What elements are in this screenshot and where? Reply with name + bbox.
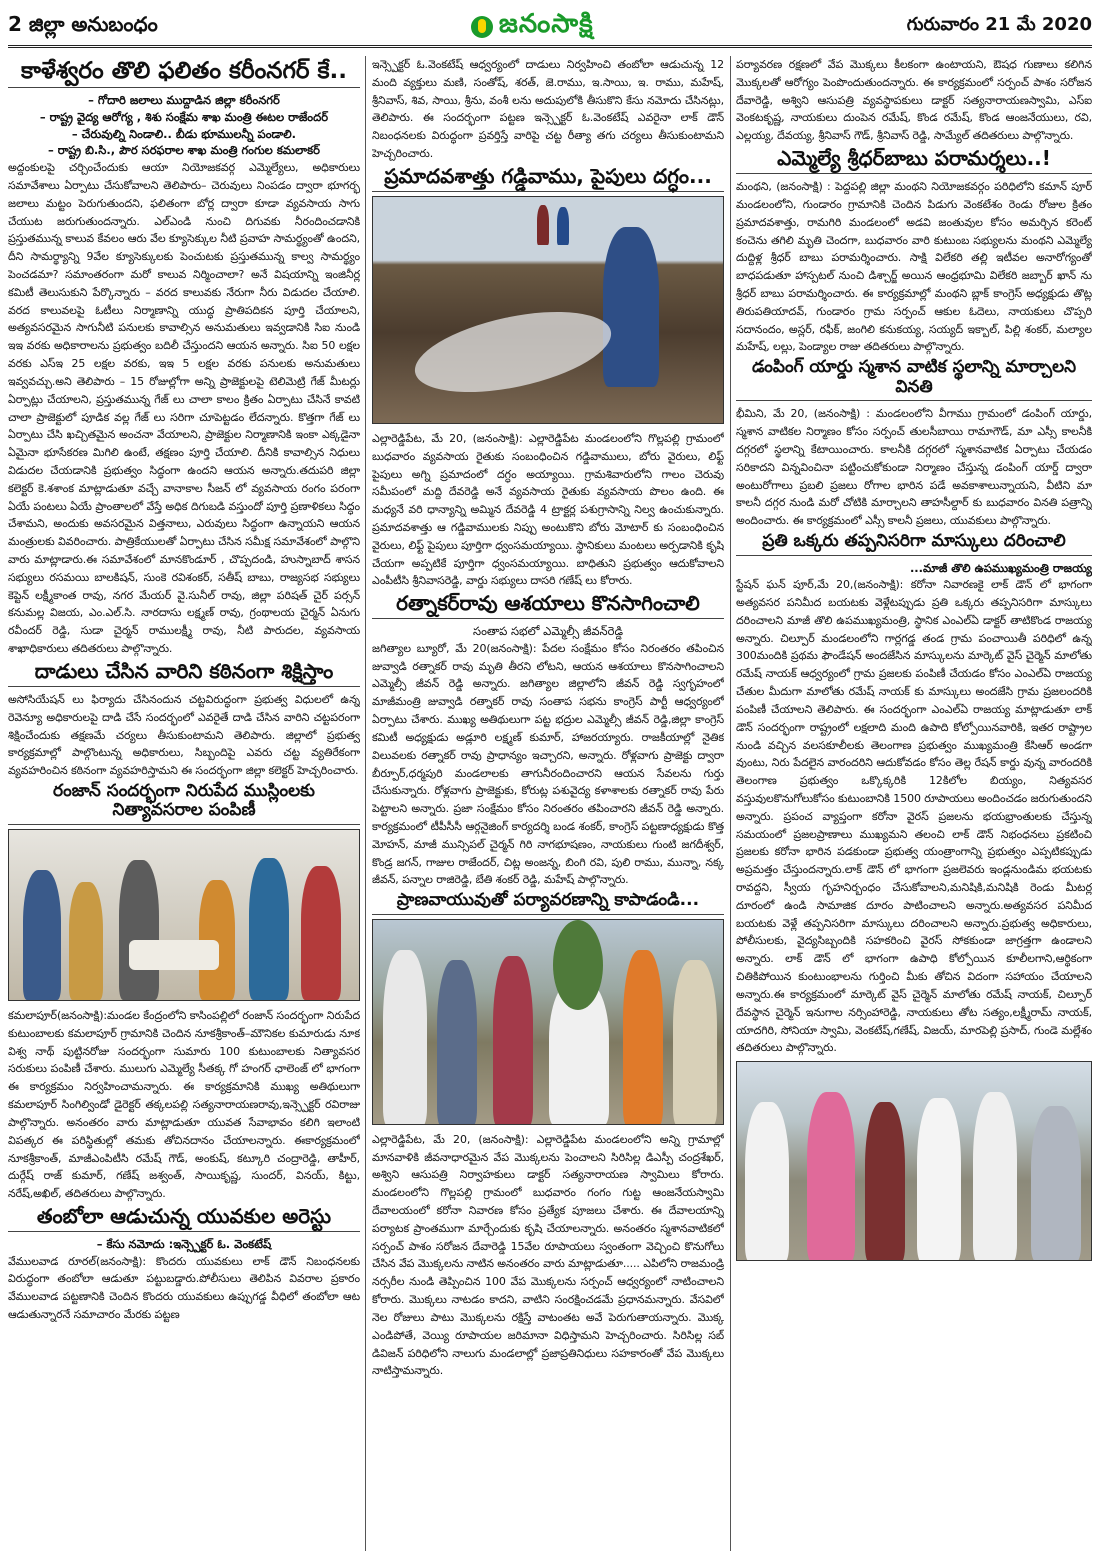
headline-kaleshwaram: కాళేశ్వరం తొలి ఫలితం కరీంనగర్ కే.. bbox=[8, 58, 360, 88]
news-photo-fire bbox=[372, 196, 724, 424]
headline-ramzan: రంజాన్ సందర్భంగా నిరుపేద ముస్లింలకు నిత్యావసరాల పంపిణీ bbox=[8, 782, 360, 825]
article-body: ఎల్లారెడ్డిపేట, మే 20, (జనంసాక్షి): ఎల్లారెడ్డిపేట మండలంలోని గొల్లపల్లి గ్రామంలో బుధవారం వ్యవసాయ రైతుకు సంబంధించిన గడ్డివాములు, బోరు వైరులు, లిఫ్ట్ పైపులు అగ్ని ప్రమాదంలో దగ్ధం అయ్యాయి. గ్రామశివారులోని గాలం చెరువు సమీపంలో మద్ది దేవరెడ్డి అనే వ్యవసాయ రైతుకు వ్యవసాయ పొలం ఉంది. ఈ మధ్యనే వరి ధాన్యాన్ని అమ్మిన దేవరెడ్డి 4 ట్రాక్టర్ల పశుగ్రాసాన్ని నిల్వ ఉంచుకున్నారు. ప్రమాదవశాత్తు ఆ గడ్డివాములకు నిప్పు అంటుకొని బోరు మోటార్ కు సంబంధించిన వైరులు, లిఫ్ట్ పైపులు పూర్తిగా ధ్వంసమయ్యాయి. స్థానికులు మంటలు అర్పడానికి కృషి చేయగా అప్పటికే పూర్తిగా ధ్వంసమయ్యాయి. బాధితుని ప్రభుత్వం ఆదుకోవాలని ఎంపీటీసి శ్రీనివాసరెడ్డి, వార్డు సభ్యులు దాసరి గణేష్ లు కోరారు. bbox=[372, 431, 724, 588]
subheading: – చేరువుల్ని నిండాలి.. బీడు భూములన్నీ పండాలి. bbox=[71, 126, 297, 141]
column-1 bbox=[8, 56, 360, 1551]
page-label: 2 జిల్లా అనుబంధం bbox=[8, 12, 158, 36]
article-body: ఎల్లారెడ్డిపేట, మే 20, (జనంసాక్షి): ఎల్లారెడ్డిపేట మండలంలోని అన్ని గ్రామాల్లో మానవాళికి జీవనాధారమైన వేప మొక్కలను పెంచాలని సిరిసిల్ల డిఎస్పీ చంద్రశేఖర్, అశ్విని ఆసుపత్రి నిర్వాహకులు డాక్టర్ సత్యనారాయణ స్వామిలు కోరారు. మండలంలోని గొల్లపల్లి గ్రామంలో బుధవారం గంగం గుట్ట ఆంజనేయస్వామి దేవాలయంలో కరోనా నివారణ కోసం ప్రత్యేక పూజలు చేశారు. ఈ దేవాలయాన్ని పర్యాటక ప్రాంతముగా మార్చేందుకు కృషి చేయాలన్నారు. అనంతరం స్మశానవాటికలో సర్పంచ్ పాశం సరోజన దేవారెడ్డి 15వేల రూపాయలు స్వంతంగా వెచ్చించి కొనుగోలు చేసిన వేప మొక్కలను నాటిన అనంతరం వారు మాట్లాడుతూ..... ఎపిలోని రాజమండ్రి నర్సరీల నుండి తెప్పించిన 100 వేప మొక్కలను సర్పంచ్ ఆధ్వర్యంలో నాటించాలని కోరారు. మొక్కలు నాటడం కాదని, వాటిని సంరక్షించడమే ప్రధానమన్నారు. వేసవిలో నెల రోజులు పాటు మొక్కలను రక్షిస్తే వాటంతట అవే పెరుగుతాయన్నారు. మొక్క ఎండిపోతే, వెయ్యి రూపాయల జరిమానా విధిస్తామని హెచ్చరించారు. సిరిసిల్ల సబ్ డివిజన్ పరిధిలోని నాలుగు మండలాల్లో ప్రజాప్రతినిధులు సహకారంతో వేప మొక్కలు నాటిస్తామన్నారు. bbox=[372, 1132, 724, 1378]
article-body: కమలాపూర్(జనంసాక్షి):మండల కేంద్రంలోని కాసింపల్లిలో రంజాన్ సందర్భంగా నిరుపేద కుటుంబాలకు కమలాపూర్ గ్రామానికి చెందిన నూకశ్రీకాంత్–మౌనికల కుమారుడు నూక విశ్వ నాథ్ పుట్టినరోజు సందర్భంగా సుమారు 100 కుటుంబాలకు నిత్యావసర సరుకులు పంపిణీ చేశారు. ములుగు ఎమ్మెల్యే సీతక్క గో హంగర్ ఛాలెంజ్ లో భాగంగా ఈ కార్యక్రమం నిర్వహించామన్నారు. ఈ కార్యక్రమానికి ముఖ్య అతిథులుగా కమలాపూర్ సింగిల్విండో డైరెక్టర్ తక్కలపల్లి సత్యనారాయణరావు,ఇన్స్పెక్టర్ రవిరాజు పాల్గొన్నారు. అనంతరం వారు మాట్లాడుతూ యువత సేవాభావం కలిగి ఇలాంటి విపత్కర ఈ పరిస్థితుల్లో తమకు తోచినదానం చేయాలన్నారు. ఈకార్యక్రమంలో నూకశ్రీకాంత్, మాజీఎంపిటీసి రమేష్ గౌడ్, అంకుష్, కట్కూరి చంద్రారెడ్డి, తాహీర్, దుర్గేష్ రాజ్ కుమార్, గణేష్ జశ్వంత్, సాయికృష్ణ, సుందర్, వినయ్, కిట్టు, నరేష్,అఖిల్, తదితరులు పాల్గొన్నారు. bbox=[8, 1009, 360, 1201]
article-body: స్టేషన్ ఘన్ పూర్,మే 20,(జనంసాక్షి): కరోనా నివారణకై లాక్ డౌన్ లో భాగంగా అత్యవసర పనిమీద బయటకు వెళ్లేటప్పుడు ప్రతి ఒక్కరు తప్పనిసరిగా మాస్కులు దరించాలని మాజీ తొలి ఉపముఖ్యమంత్రి, స్థానిక ఎంఎల్ఏ డాక్టర్ తాటికొండ రాజయ్య అన్నారు. చిల్పూర్ మండలంలోని గార్లగడ్డ తండ గ్రామ పంచాయితీ పరిధిలో ఉన్న 300మందికి ప్రథమ ఫౌండేషన్ అందజేసిన మాస్కులను మార్కెట్ వైస్ చైర్మెన్ మాలోతు రమేష్ నాయక్ ఆధ్వర్యంలో గ్రామ ప్రజలకు పంపిణీ చేయడం కోసం ఎంఎల్ఏ రాజయ్య చేతుల మీదుగా మాలోతు రమేష్ నాయక్ కు మాస్కులు అందజేసి గ్రామ ప్రజలందరికి పంపిణీ చేయాలని తెలిపారు. ఈ సందర్భంగా ఎంఎల్ఏ రాజయ్య మాట్లాడుతూ లాక్ డౌన్ సందర్భంగా రాష్ట్రంలో లక్షలాది మంది ఉపాది కోల్పోయినవారికి, ఇతర రాష్ట్రాల నుండి వచ్చిన వలసకూలీలకు తెలంగాణ ప్రభుత్వం ముఖ్యమంత్రి కేసిఆర్ అండగా వుంటు, నిరు పేదలైన వారందరిని ఆదుకోవడం కోసం తెల్ల రేషన్ కార్డు వున్న వారందరికి తెలంగాణ ప్రభుత్వం ఒక్కొక్కరికి 12కిలోల బియ్యం, నిత్యవసర వస్తువులకొనుగోలుకోసం కుటుంబానికి 1500 రూపాయలు అందించడం జరుగుతుందని అన్నారు. ప్రపంచ వ్యాప్తంగా కరోనా వైరస్ ప్రజలను భయభ్రాంతులకు చేస్తున్న సమయంలో ప్రజలప్రాణాలు ముఖ్యమని తలంచి లాక్ డౌన్ నిభంధనలు ప్రకటించి ప్రజలకు కరోనా భారిన పడకుండా ప్రభుత్వ యంత్రాంగాన్ని ప్రభుత్వం ఎప్పటికప్పుడు అప్రమత్తం చేస్తుందన్నారు.లాక్ డౌన్ లో భాగంగా ప్రజలెవరు ఇండ్లనుండిమ భయటకు రావద్దని, స్వీయ గృహనిర్బంధం చేసుకోవాలని,మనిషికి,మనిషికి రెండు మీటర్ల దూరంలో ఉండి సామాజిక దూరం పాటించాలని అన్నారు.అత్యవసర పనిమీద బయటకు వెళ్లే తప్పనిసరిగా మాస్కులు దరించాలని అన్నారు.ప్రభుత్వ అధికారులు, పోలీసులకు, వైద్యసిబ్బందికి సహకరించి వైరస్ సోకకుండా జాగ్రత్తగా ఉండాలని అన్నారు. లాక్ డౌన్ లో భాగంగా ఉపాధి కోల్పోయిన కూలీలగాని,ఆర్థికంగా చితికిపోయిన కుంటుంభాలను గుర్తించి మీకు తోచిన విదంగా సహాయం చేయాలని అన్నారు.ఈ కార్యక్రమంలో మార్కెట్ వైస్ చైర్మెన్ మాలోతు రమేష్ నాయక్, చిల్పూర్ దేవస్థాన చైర్మెన్ ఇనుగాల నర్సింహారెడ్డి, నాయకులు తోట సత్యం,లక్ష్మీరామ్ నాయక్, యాదగిరి, సోనియా స్వామి, వెంకటేష్,గణేష్, విజయ్, మారపెల్లి ప్రసాద్, గుండె మల్లేశం తదితరులు పాల్గొన్నారు. bbox=[736, 578, 1092, 1055]
news-photo-masks bbox=[736, 1061, 1092, 1261]
headline-ratnakar: రత్నాకర్‌రావు ఆశయాలు కొనసాగించాలి bbox=[372, 592, 724, 619]
article-body: పర్యావరణ రక్షణలో వేప మొక్కలు కీలకంగా ఉంటాయని, ఔషధ గుణాలు కలిగిన మొక్కలతో ఆరోగ్యం పెంపొందుతుందన్నారు. ఈ కార్యక్రమంలో సర్పంచ్ పాశం సరోజన దేవారెడ్డి, అశ్విని ఆసుపత్రి వ్యవస్థాపకులు డాక్టర్ సత్యనారాయణస్వామి, ఎస్ఐ వెంకటకృష్ణ, నాయకులు దుంపెన రమేష్, కొండ రమేష్, కొండ ఆంజనేయులు, రవి, ఎల్లయ్య, దేవయ్య, శ్రీనివాస్ గౌడ్, శ్రీనివాస్ రెడ్డి, సామ్యేల్ తదితరులు పాల్గొన్నారు. bbox=[736, 58, 1092, 143]
article-body: ఇన్స్పెక్టర్ ఓ.వెంకటేష్ ఆధ్వర్యంలో దాడులు నిర్వహించి తంబోలా ఆడుచున్న 12 మంది వ్యక్తులు మణి, సంతోష్, శరత్, జె.రాము, ఇ.సాయి, ఇ. రాము, మహేష్, శ్రీనివాస్, శివ, సాయి, శ్రీను, వంశీ లను అదుపులోకి తీసుకొని కేసు నమోదు చేసినట్లు, తెలిపారు. ఈ సందర్భంగా పట్టణ ఇన్స్పెక్టర్ ఓ.వెంకటేష్ ఎవరైనా లాక్ డౌన్ నిబంధనలకు విరుద్ధంగా ప్రవర్తిస్తే వారిపై చట్ట రీత్యా తగు చర్యలు తీసుకుంటామని హెచ్చరించారు. bbox=[372, 58, 724, 161]
headline-sridharbabu: ఎమ్మెల్యే శ్రీధర్‌బాబు పరామర్శలు..! bbox=[736, 147, 1092, 174]
subheading: – కేసు నమోదు :ఇన్స్పెక్టర్ ఓ. వెంకటేష్ bbox=[96, 1236, 272, 1251]
column-2 bbox=[372, 56, 724, 1551]
article-body: భీమిని, మే 20, (జనంసాక్షి) : మండలంలోని వీగాము గ్రామంలో డంపింగ్ యార్డు, స్మశాన వాటికల నిర్మాణం కోసం సర్పంచ్ తులసీబాయి రామాగౌడ్, మా ఎస్సీ కాలనీకి దగ్గరలో స్థలాన్ని కేటాయించారు. కాలనీకి దగ్గరలో స్మశానవాటిక ఏర్పాటు చేయడం సరికాదని విన్నవించినా పట్టించుకోకుండా నిర్మాణం చేస్తున్న డంపింగ్ యార్డ్ ద్వారా అంటురోగాలు ప్రబలి ప్రజలు రోగాల భారిన పడే అవకాశాలున్నాయని, వీటిని మా కాలనీ దగ్గర నుండి మరో చోటికి మార్చాలని తాహసీల్దార్ కు బుధవారం వినతి పత్రాన్ని అందించారు. ఈ కార్యక్రమంలో ఎస్సీ కాలనీ ప్రజలు, యువకులు పాల్గొన్నారు. bbox=[736, 407, 1092, 528]
article-body: వేములవాడ రూరల్(జనంసాక్షి): కొందరు యువకులు లాక్ డౌన్ నిబంధనలకు విరుద్ధంగా తంబోలా ఆడుతూ పట్టుబడ్డారు.పోలీసులు తెలిపిన వివరాల ప్రకారం వేములవాడ పట్టణానికి చెందిన కొందరు యువకులు ఉప్పుగడ్డ వీధిలో తంబోలా ఆట ఆడుతున్నారనే సమాచారం మేరకు పట్టణ bbox=[8, 1254, 360, 1322]
subheading: సంతాప సభలో ఎమ్మెల్సీ జీవన్‌రెడ్డి bbox=[473, 624, 623, 639]
article-body: మంథని, (జనంసాక్షి) : పెద్దపల్లి జిల్లా మంథని నియోజకవర్గం పరిధిలోని కమాన్ పూర్ మండలంలోని, గుండారం గ్రామానికి చెందిన పిడుగు వెంకటేశం రెండు రోజుల క్రితం ప్రమాదవశాత్తు, రామగిరి మండలంలో అడవి జంతువుల కోసం అమర్చిన కరెంట్ కంచెను తగిలి మృతి చెందగా, బుధవారం వారి కుటుంబ సభ్యులను మంథని ఎమ్మెల్యే దుద్దిళ్ల శ్రీధర్ బాబు పరామర్శించారు. సాక్షి విలేకరి తల్లి ఇటీవల అనారోగ్యంతో బాధపడుతూ హాస్పటల్ నుంచి డిశ్చార్జ్ అయిన ఆంధ్రభూమి విలేకరి జబ్బార్ ఖాన్ ను శ్రీధర్ బాబు పరామర్శించారు. ఈ కార్యక్రమాల్లో మంథని బ్లాక్ కాంగ్రెస్ అధ్యక్షుడు తొట్ల తిరుపతియాదవ్, గుండారం గ్రామ సర్పంచ్ ఆకుల ఓదెలు, నాయకులు చొప్పరి సదానందం, అస్లర్, రఫీక్, జంగిలి కనుకయ్య, సయ్యద్ ఇక్బాల్, పిల్లి శంకర్, మల్యాల మహేష్, లల్లు, పెండ్యాల రాజు తదితరులు పాల్గొన్నారు. bbox=[736, 180, 1092, 354]
news-photo-distribution bbox=[8, 829, 360, 1001]
headline-fire: ప్రమాదవశాత్తు గడ్డివాము, పైపులు దగ్ధం... bbox=[372, 165, 724, 192]
column-divider bbox=[365, 56, 366, 1551]
subheading: ...మాజీ తొలి ఉపముఖ్యమంత్రి రాజయ్య bbox=[909, 560, 1092, 575]
logo bbox=[471, 9, 594, 45]
column-3 bbox=[736, 56, 1092, 1551]
masthead bbox=[8, 8, 1092, 48]
headline-tambola: తంబోలా ఆడుచున్న యువకుల అరెస్టు bbox=[8, 1205, 360, 1232]
article-body: జగిత్యాల బ్యూరో, మే 20(జనంసాక్షి): పేదల సంక్షేమం కోసం నిరంతరం తపించిన జువ్వాడి రత్నాకర్ రావు మృతి తీరని లోటని, ఆయన ఆశయాలు కొనసాగించాలని ఎమ్మెల్సీ జీవన్ రెడ్డి అన్నారు. జగిత్యాల జిల్లాలోని జీవన్ రెడ్డి స్వగృహంలో మాజీమంత్రి జువ్వాడి రత్నాకర్ రావు సంతాప సభను కాంగ్రెస్ పార్టీ ఆధ్వర్యంలో ఏర్పాటు చేశారు. ముఖ్య అతిథులుగా పట్ట భద్రుల ఎమ్మెల్సీ జీవన్ రెడ్డి,జిల్లా కాంగ్రెస్ కమిటీ అధ్యక్షుడు అడ్లూరి లక్ష్మణ్ కుమార్, హాజరయ్యారు. రాజకీయాల్లో నైతిక విలువలకు రత్నాకర్ రావు ప్రాధాన్యం ఇచ్చారని, అన్నారు. రోళ్లవాగు ప్రాజెక్టు ద్వారా బీర్పూర్,ధర్మపురి మండలాలకు తాగునీరందించారని ఆయన సేవలను గుర్తు చేసుకున్నారు. రోళ్లవాగు ప్రాజెక్టుకు, కోరుట్ల పశువైద్య కళాశాలకు రత్నాకర్ రావు పేరు పెట్టాలని అన్నారు. ప్రజా సంక్షేమం కోసం నిరంతరం తపించారని జీవన్ రెడ్డి అన్నారు. కార్యక్రమంలో టీపీసీసీ ఆర్గనైజింగ్ కార్యదర్శి బండ శంకర్, కాంగ్రెస్ పట్టణాధ్యక్షుడు కొత్త మోహన్, మాజీ మున్సిపల్ చైర్మన్ గిరి నాగభూషణం, నాయకులు గుంటి జగదీశ్వర్, కొండ్ర జగన్, గాజుల రాజేందర్, చిట్ల అంజన్న, బింగి రవి, పులి రాము, మున్నా, నక్క జీవన్, పన్నాల రాజిరెడ్డి, బేతి శంకర్ రెడ్డి, మహేష్ పాల్గొన్నారు. bbox=[372, 641, 724, 887]
article-body: అసోసియేషన్ లు ఫిర్యాదు చేసినందున చట్టవిరుద్ధంగా ప్రభుత్వ విధులలో ఉన్న రెవెన్యూ అధికారులపై దాడి చేసే సందర్భంలో ఎవరైతే దాడి చేసిన వారిని చట్టపరంగా శిక్షించేందుకు తక్షణమే చర్యలు తీసుకుంటామని తెలిపారు. జిల్లాలో ప్రభుత్వ కార్యక్రమాల్లో పాల్గొంటున్న అధికారులు, సిబ్బందిపై ఎవరు చట్ట వ్యతిరేకంగా వ్యవహరించిన కఠినంగా వ్యవహరిస్తామని ఈ సందర్భంగా జిల్లా కలెక్టర్ హెచ్చరించారు. bbox=[8, 692, 360, 778]
issue-date: గురువారం 21 మే 2020 bbox=[906, 14, 1092, 35]
article-body: అద్దంకులపై చర్చించేందుకు ఆయా నియోజకవర్గ ఎమ్మెల్యేలు, అధికారులు సమావేశాలు ఏర్పాటు చేసుకోవాలని తెలిపారు– చెరువులు నింపడం ద్వారా భూగర్భ జలాలు మట్టం పెరుగుతుందని, ఫలితంగా బోర్ల ద్వారా కూడా వ్యవసాయ సాగు చేయుట జరుగుతుందన్నారు. ఎల్ఎండి నుంచి దిగువకు నీరందించడానికి ప్రస్తుతమున్న కాలువ కేవలం ఆరు వేల క్యూసెక్కుల నీటి ప్రవాహ సామర్థ్యంతో ఉందని, దీని సామర్థ్యాన్ని 9వేల క్యూసెక్కులకు పెంచుటకు ప్రస్తుతమున్న కాల్వ సామర్థ్యం పెంచడమా? సమాంతరంగా మరో కాలువ నిర్మించాలా? అనే విషయాన్ని ఇంజినీర్ల కమిటీ తెలుసుకుని పేర్కొన్నారు – వరద కాలువకు నేరుగా నీరు విడుదల చేయాలి. వరద కాలువలపై ఓటీలు నిర్మాణాన్ని యుద్ధ ప్రాతిపదికన పూర్తి చేయాలని, అత్యవసరమైన సాగునీటి పనులకు కావాల్సిన అనుమతులు ఇవ్వడానికి సిఐ నుండి ఇఇ వరకు అధికారాలను ప్రభుత్వం బదిలీ చేస్తుందని ఆయన అన్నారు. సిఐ 50 లక్షల వరకు ఎస్ఇ 25 లక్షల వరకు, ఇఇ 5 లక్షల వరకు పనులకు అనుమతులు ఇవ్వవచ్చు.అని తెలిపారు – 15 రోజుల్లోగా అన్ని ప్రాజెక్టులపై టెలిమెట్రి గేజ్ మీటర్లు ఏర్పాట్లు చేయాలని, ప్రస్తుతమున్న గేజ్ లు చాలా కాలం క్రితం ఏర్పాటు చేసినే కావటి చాలా ప్రాజెక్టులో పూడిక వల్ల గేజ్ లు సరిగా చూపెట్టడం లేదన్నారు. కొత్తగా గేజ్ లు ఏర్పాటు చేసి ఖచ్చితమైన అంచనా వేయాలని, ప్రాజెక్టుల నిర్మాణానికి ఇంకా ఎక్కడైనా ఏమైనా భూసేకరణ మిగిలి ఉంటే, తక్షణం పూర్తి చేయాలి. దీనికి కావాల్సిన నిధులు విడుదల చేయడానికి ప్రభుత్వం సిద్ధంగా ఉందని ఆయన అన్నారు.తదుపరి జిల్లా కలెక్టర్ కె.శశాంక మాట్లాడుతూ వచ్చే వానాకాల సీజన్ లో వ్యవసాయ రంగం పరంగా ఏయే పంటలు ఏయే ప్రాంతాలలో వేస్తే అధిక దిగుబడి వస్తుందో పూర్తి ప్రణాళికలు సిద్ధం చేశామని, అందుకు అవసరమైన విత్తనాలు, ఎరువులు సిద్ధంగా ఉన్నాయని ఆయన మంత్రులకు వివరించారు. పాత్రికేయులతో ఏర్పాటు చేసిన సమీక్ష సమావేశంలో పాల్గొని వారు మాట్లాడారు.ఈ సమావేశంలో మానకొండూర్ , చొప్పదండి, హుస్నాబాద్ శాసన సభ్యులు రసమయి బాలకిషన్, సుంకె రవిశంకర్, సతీష్ బాబు, రాజ్యసభ సభ్యులు కెప్టెన్ లక్ష్మీకాంత రావు, నగర మేయర్ వై.సునీల్ రావు, జిల్లా పరిషత్ చైర్ పర్సన్ కనుమల్ల విజయ, ఎం.ఎల్.సి. నారదాసు లక్ష్మణ్ రావు, గ్రంథాలయ చైర్మన్ ఏనుగు రవీందర్ రెడ్డి, సుడా చైర్మన్ రాములక్ష్మీ రావు, నీటి పారుదల, వ్యవసాయ శాఖాధికారులు తదితరులు పాల్గొన్నారు. bbox=[8, 161, 360, 656]
news-photo-plantation bbox=[372, 919, 724, 1125]
subheading: – రాష్ట్ర వైద్య ఆరోగ్య , శిశు సంక్షేమ శాఖ మంత్రి ఈటల రాజేందర్ bbox=[39, 110, 329, 125]
headline-environment: ప్రాణవాయువుతో పర్యావరణాన్ని కాపాడండి... bbox=[372, 891, 724, 915]
column-divider bbox=[730, 56, 731, 1551]
subheading: – గోదారి జలాలు ముద్దాడిన జిల్లా కరీంనగర్ bbox=[88, 93, 280, 108]
logo-icon bbox=[471, 16, 493, 38]
headline-attacks: దాడులు చేసిన వారిని కఠినంగా శిక్షిస్తాం bbox=[8, 660, 360, 687]
logo-text: జనంసాక్షి bbox=[498, 8, 594, 39]
headline-dumping-yard: డంపింగ్ యార్డు స్మశాన వాటిక స్థలాన్ని మార్చాలని వినతి bbox=[736, 358, 1092, 401]
headline-masks: ప్రతి ఒక్కరు తప్పనిసరిగా మాస్కులు దరించాలి bbox=[736, 532, 1092, 556]
subheading: – రాష్ట్ర బి.సి., పౌర సరఫరాల శాఖ మంత్రి గంగుల కమలాకర్ bbox=[48, 143, 320, 158]
